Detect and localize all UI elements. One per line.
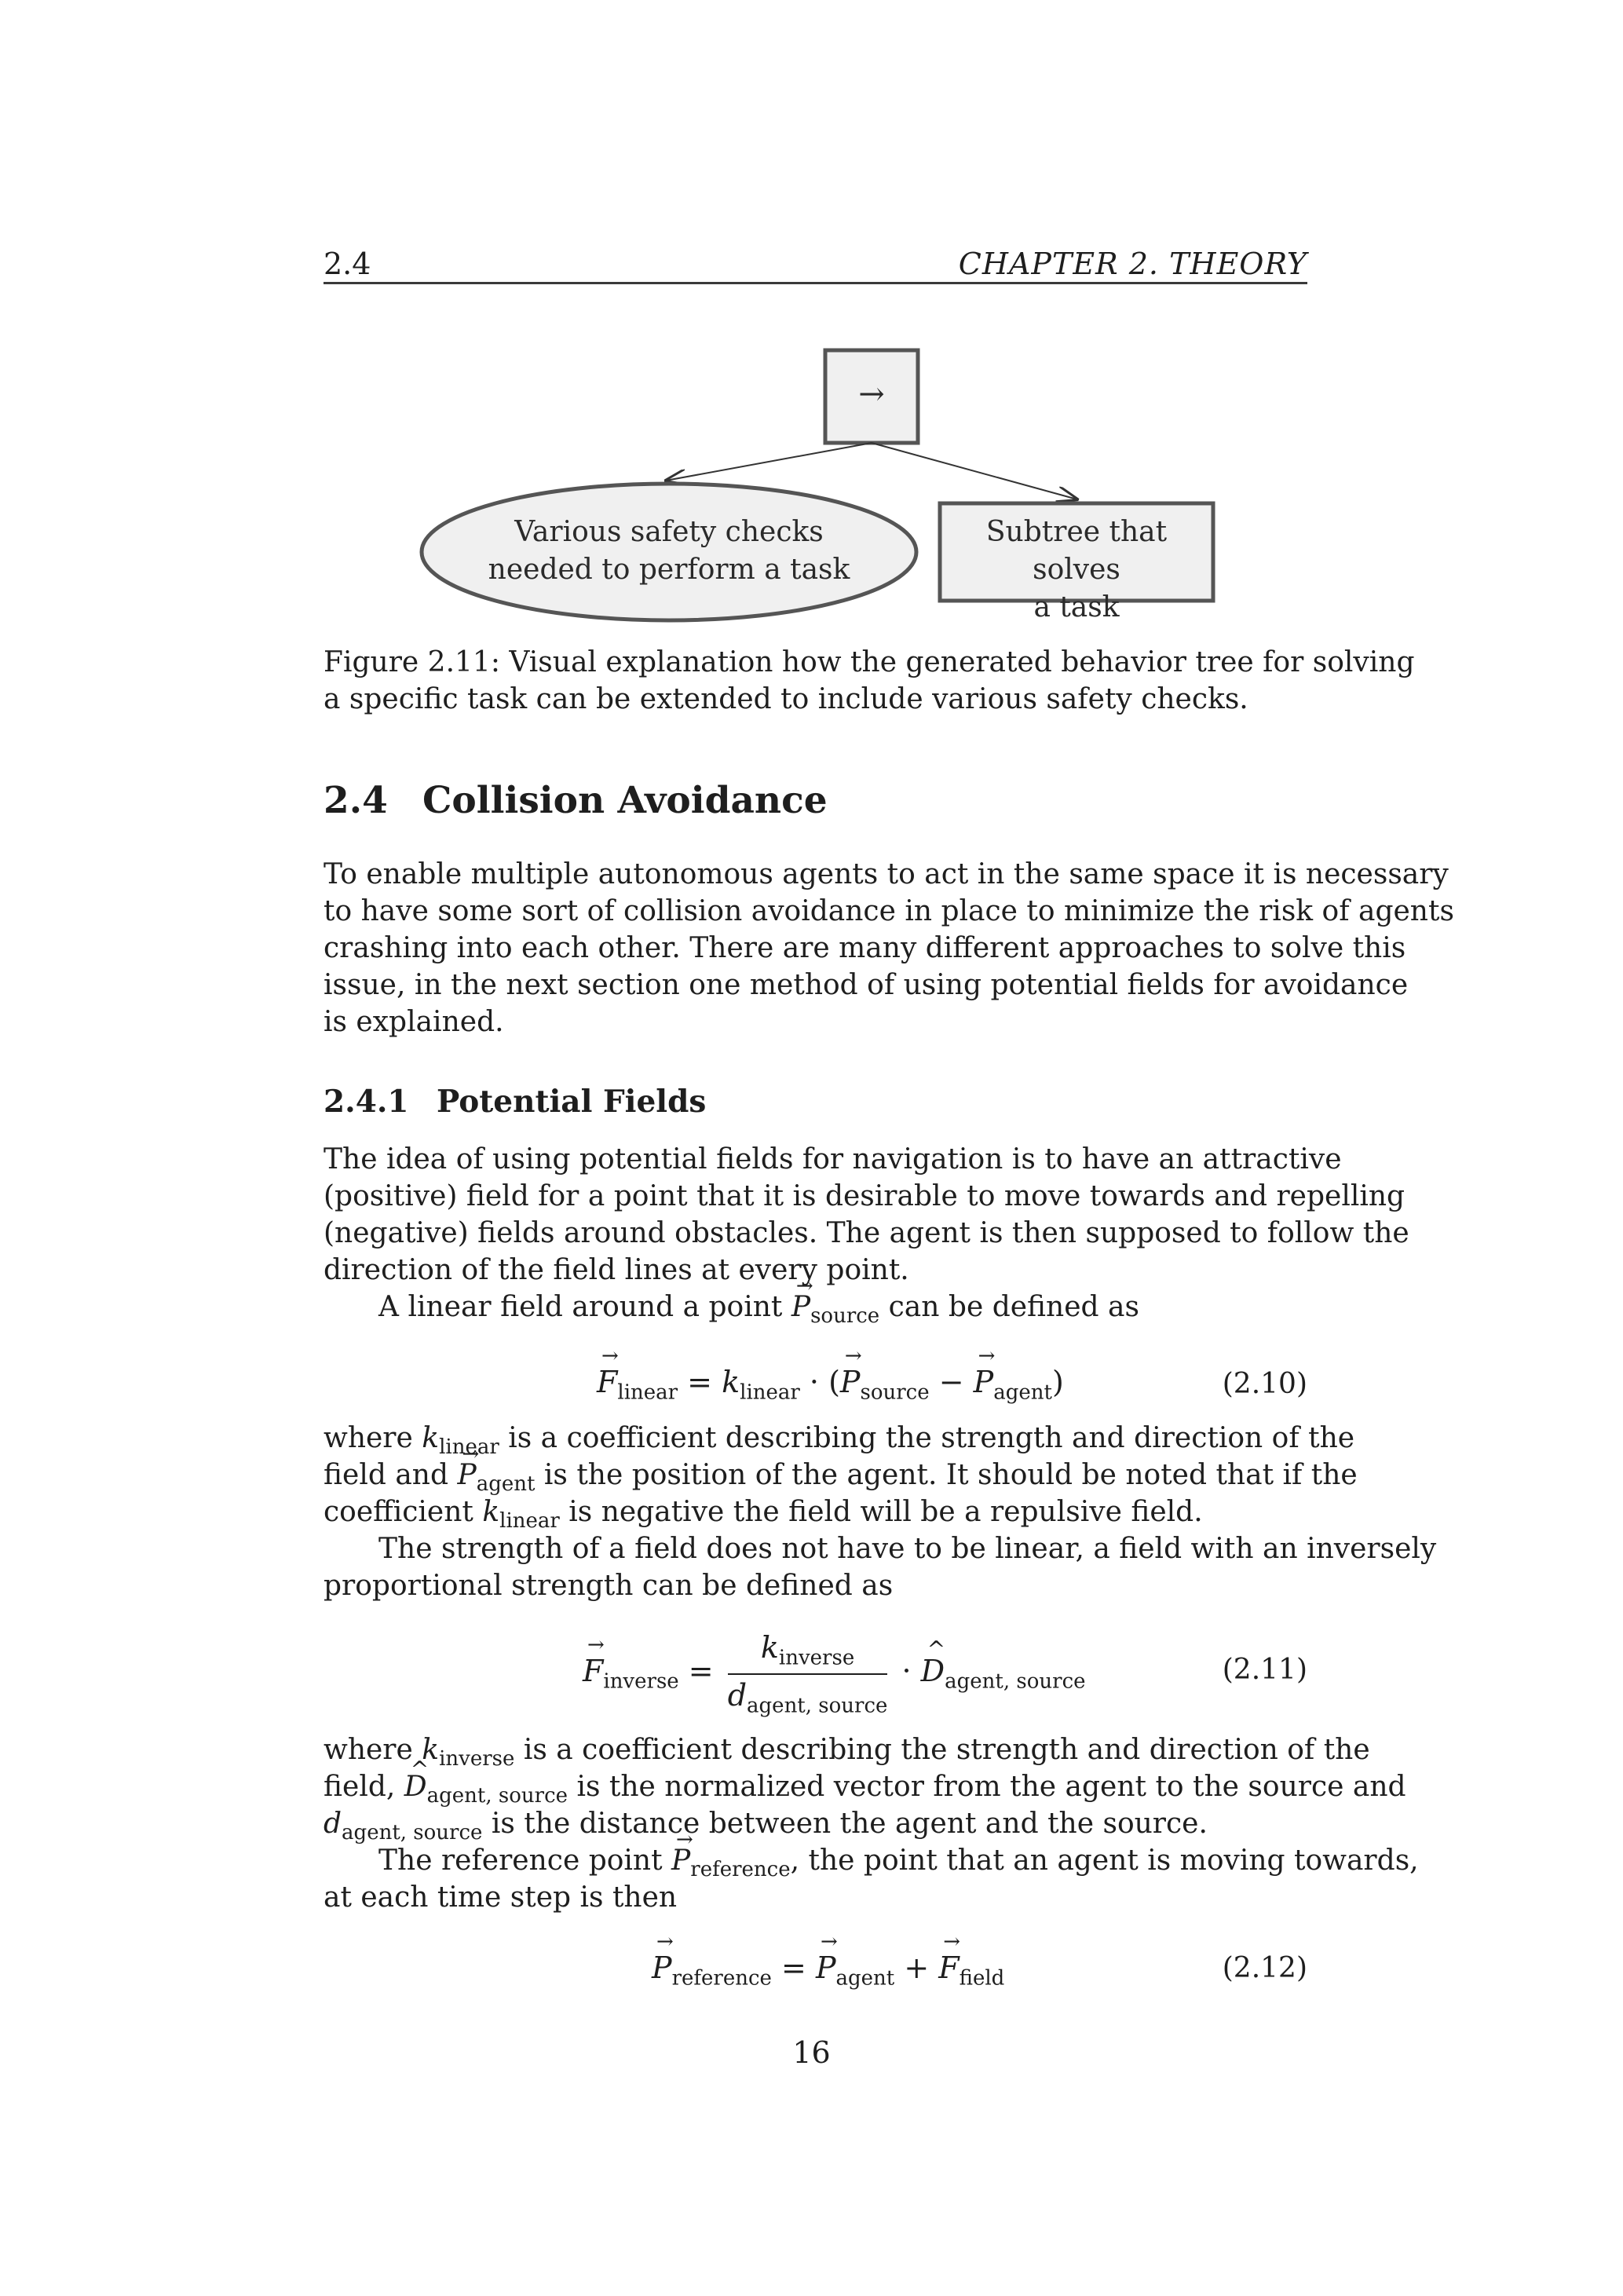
running-header-section: 2.4 <box>324 247 371 281</box>
text-run: , the point that an agent is moving towards, <box>790 1844 1419 1877</box>
subscript: agent <box>835 1966 895 1991</box>
paragraph-line: proportional strength can be defined as <box>324 1570 894 1602</box>
text-run: is a coefficient describing the strength and direction of the <box>514 1734 1370 1766</box>
paragraph-line: To enable multiple autonomous agents to act in the same space it is necessary <box>324 858 1449 890</box>
subtree-line-2: a task <box>1033 591 1120 623</box>
equation-number: (2.12) <box>1222 1952 1307 1984</box>
caption-line: Figure 2.11: Visual explanation how the generated behavior tree for solving <box>324 646 1415 678</box>
paragraph-line: The strength of a field does not have to be linear, a field with an inversely <box>378 1533 1437 1565</box>
subscript: inverse <box>439 1747 515 1771</box>
subscript: agent <box>993 1380 1052 1405</box>
paragraph-line: (negative) fields around obstacles. The agent is then supposed to follow the <box>324 1217 1409 1249</box>
running-header-chapter: CHAPTER 2. THEORY <box>958 247 1307 281</box>
linear-intro-line: A linear field around a point → $P_{source}$ can be defined as <box>324 1289 1307 1325</box>
paragraph-line: The reference point → $P_{reference}$, the point that an agent is moving towards, <box>324 1842 1307 1879</box>
subscript: agent, source <box>945 1669 1086 1694</box>
subtree-line-1: Subtree that solves <box>985 516 1168 586</box>
paragraph-line: The idea of using potential fields for navigation is to have an attractive <box>324 1143 1342 1175</box>
paragraph-line: issue, in the next section one method of using potential fields for avoidance <box>324 969 1409 1001</box>
paragraph-line: to have some sort of collision avoidance in place to minimize the risk of agents <box>324 895 1454 927</box>
text-run: is the normalized vector from the agent to the source and <box>568 1771 1406 1803</box>
text-run: can be defined as <box>879 1291 1139 1323</box>
subscript: field <box>959 1966 1005 1991</box>
text-run: is the distance between the agent and the source. <box>482 1808 1208 1840</box>
potential-fields-paragraph <box>324 1141 1409 1329</box>
section-title: Collision Avoidance <box>422 779 828 822</box>
after-eq2-paragraph <box>324 1731 1419 1916</box>
subscript: agent <box>476 1472 536 1497</box>
subscript: linear <box>499 1509 560 1534</box>
paragraph-line: where $k_{linear}$ is a coefficient describing the strength and direction of the <box>324 1422 1355 1460</box>
subscript: source <box>810 1304 880 1329</box>
subscript: linear <box>439 1435 499 1460</box>
intro-paragraph <box>324 856 1454 1040</box>
paragraph-line: coefficient $k_{linear}$ is negative the field will be a repulsive field. <box>324 1496 1203 1534</box>
subscript: inverse <box>778 1646 855 1670</box>
paragraph-line: is explained. <box>324 1006 504 1038</box>
figure-caption <box>324 644 1415 718</box>
edge-to-safety-checks <box>666 443 872 481</box>
text-run: field and <box>324 1459 458 1491</box>
equation-2-12: → $P_{reference}$ = → $P_{agent}$ + → $F_{field}$ <box>652 1951 1004 1991</box>
text-run: A linear field around a point <box>378 1291 791 1323</box>
equation-2-10: → $F_{linear} = k_{linear}$ · (→ $P_{source}$ − → $P_{agent}$) <box>597 1365 1064 1405</box>
subscript: agent, source <box>342 1821 483 1845</box>
paragraph-line: direction of the field lines at every point. <box>324 1254 909 1286</box>
equation-number: (2.11) <box>1222 1654 1307 1686</box>
section-heading <box>324 779 828 822</box>
safety-checks-line-2: needed to perform a task <box>488 554 850 586</box>
section-number: 2.4 <box>324 779 388 822</box>
subsection-number: 2.4.1 <box>324 1084 409 1120</box>
text-run: is negative the field will be a repulsive field. <box>559 1496 1203 1528</box>
paragraph-line: $d_{agent, source}$ is the distance between the agent and the source. <box>324 1808 1208 1845</box>
subscript: reference <box>690 1858 791 1882</box>
subscript: agent, source <box>747 1694 888 1718</box>
paragraph-line: where $k_{inverse}$ is a coefficient describing the strength and direction of the <box>324 1734 1370 1771</box>
paragraph-line: field and → $P_{agent}$ is the position of the agent. It should be noted that if the <box>324 1457 1307 1493</box>
subscript: agent, source <box>426 1784 568 1808</box>
text-run: field, <box>324 1771 404 1803</box>
fraction: $\frac{k_{inverse}}{d_{agent, source}}$ <box>727 1630 888 1718</box>
subscript: linear <box>740 1380 800 1405</box>
subscript: inverse <box>603 1669 679 1694</box>
text-run: coefficient <box>324 1496 483 1528</box>
subscript: source <box>860 1380 930 1405</box>
text-run: The reference point <box>378 1844 672 1877</box>
text-run: is the position of the agent. It should be noted that if the <box>535 1459 1358 1491</box>
sequence-arrow-symbol: → <box>858 376 885 412</box>
equation-2-11: → $F_{inverse}$ = $\frac{k_{inverse}}{d_{agent, source}}$ · ^ $D_{agent, source}$ <box>583 1630 1086 1717</box>
safety-checks-line-1: Various safety checks <box>514 516 824 548</box>
subsection-title: Potential Fields <box>437 1084 707 1120</box>
equation-number: (2.10) <box>1222 1368 1307 1400</box>
text-run: where <box>324 1422 422 1454</box>
paragraph-line: crashing into each other. There are many different approaches to solve this <box>324 932 1406 964</box>
subsection-heading <box>324 1084 706 1120</box>
paragraph-line: (positive) field for a point that it is desirable to move towards and repelling <box>324 1180 1406 1212</box>
paragraph-line: at each time step is then <box>324 1881 678 1914</box>
text-run: where <box>324 1734 422 1766</box>
paragraph-line: field, ^ $D_{agent, source}$ is the normalized vector from the agent to the source and <box>324 1768 1307 1805</box>
after-eq1-paragraph <box>324 1420 1437 1604</box>
safety-checks-label <box>440 514 898 589</box>
page-number: 16 <box>792 2035 831 2070</box>
subscript: reference <box>671 1966 772 1991</box>
subtree-label <box>941 514 1212 627</box>
subscript: linear <box>617 1380 678 1405</box>
text-run: is a coefficient describing the strength and direction of the <box>499 1422 1355 1454</box>
edge-to-subtree <box>872 443 1077 499</box>
caption-line: a specific task can be extended to include various safety checks. <box>324 683 1248 715</box>
